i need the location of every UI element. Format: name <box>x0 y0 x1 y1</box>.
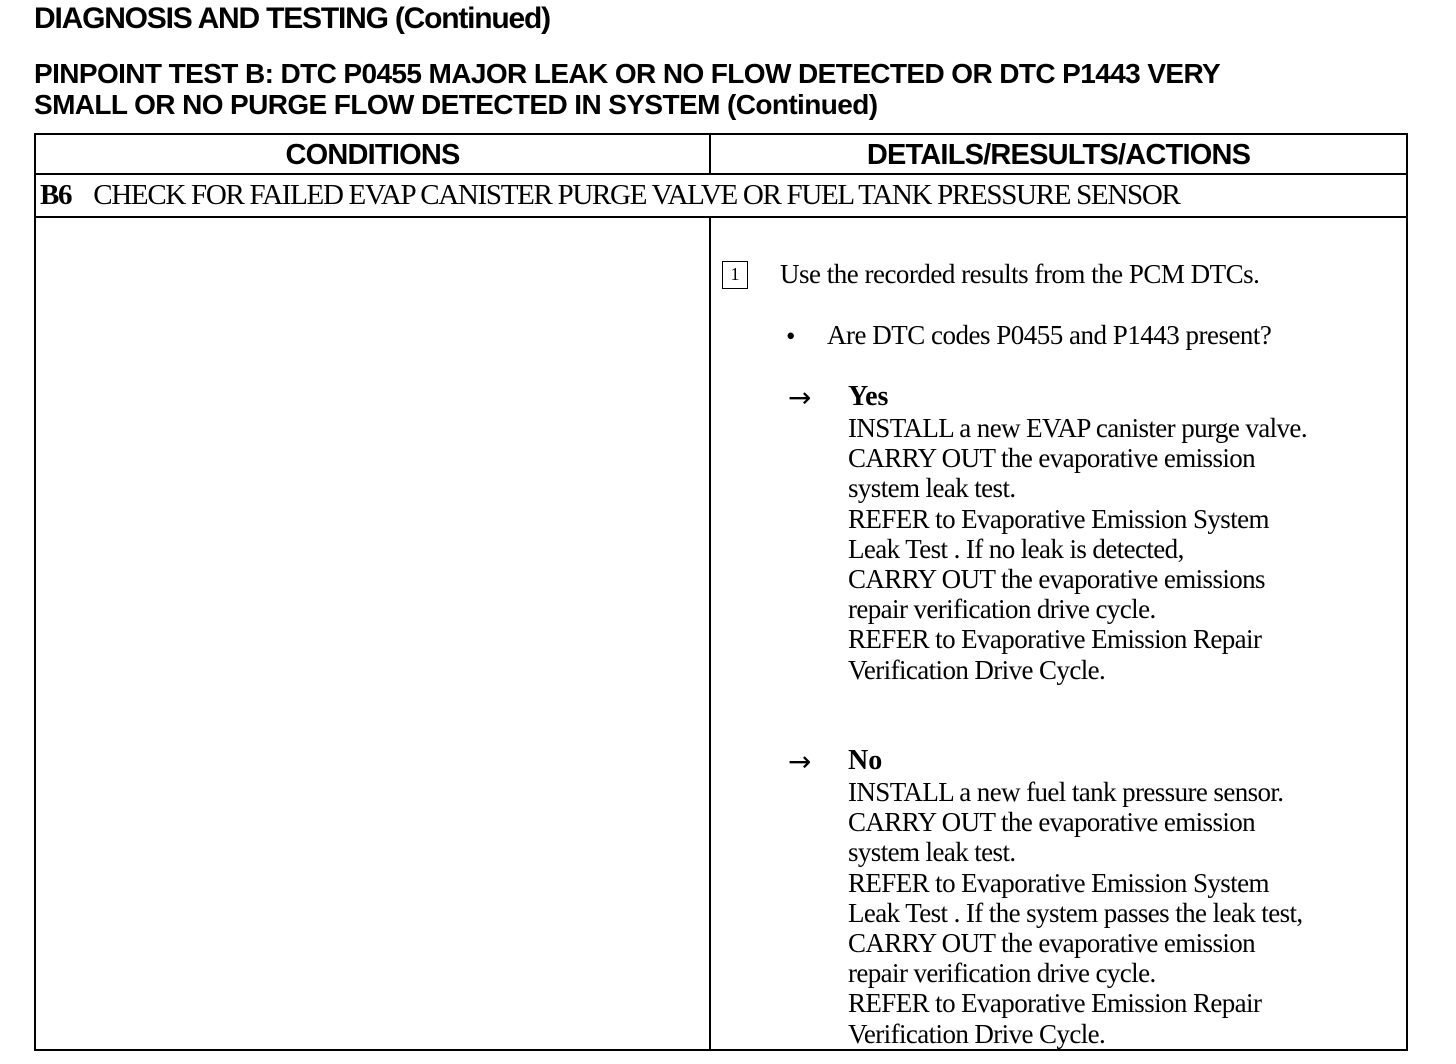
yes-line: REFER to Evaporative Emission Repair <box>848 624 1262 655</box>
yes-line: CARRY OUT the evaporative emission <box>848 443 1256 474</box>
no-line: CARRY OUT the evaporative emission <box>848 807 1256 838</box>
test-title-line-2: SMALL OR NO PURGE FLOW DETECTED IN SYSTEM (Continued) <box>34 89 878 120</box>
step-id: B6 <box>40 179 72 211</box>
yes-line: CARRY OUT the evaporative emissions <box>848 564 1265 595</box>
bullet-icon: • <box>786 321 795 351</box>
no-line: CARRY OUT the evaporative emission <box>848 928 1256 959</box>
no-line: REFER to Evaporative Emission System <box>848 867 1269 898</box>
no-line: repair verification drive cycle. <box>848 958 1156 989</box>
step-divider <box>36 216 1406 218</box>
yes-actions <box>848 413 1307 685</box>
arrow-right-icon: → <box>788 381 812 414</box>
yes-line: REFER to Evaporative Emission System <box>848 503 1269 534</box>
yes-line: repair verification drive cycle. <box>848 594 1156 625</box>
test-title-line-1: PINPOINT TEST B: DTC P0455 MAJOR LEAK OR NO FLOW DETECTED OR DTC P1443 VERY <box>34 58 1221 89</box>
step-title: CHECK FOR FAILED EVAP CANISTER PURGE VALVE OR FUEL TANK PRESSURE SENSOR <box>93 179 1180 211</box>
conditions-column-header: CONDITIONS <box>285 139 460 171</box>
no-line: INSTALL a new fuel tank pressure sensor. <box>848 777 1284 807</box>
details-column-header: DETAILS/RESULTS/ACTIONS <box>866 139 1251 171</box>
no-line: REFER to Evaporative Emission Repair <box>848 988 1262 1019</box>
yes-line: Verification Drive Cycle. <box>848 654 1106 685</box>
no-line: system leak test. <box>848 837 1016 868</box>
no-line: Leak Test . If the system passes the leak test, <box>848 897 1303 928</box>
no-label: No <box>848 745 883 776</box>
no-actions <box>848 777 1303 1049</box>
question-text: Are DTC codes P0455 and P1443 present? <box>827 320 1272 350</box>
body-column-divider <box>709 216 711 1049</box>
section-title: DIAGNOSIS AND TESTING (Continued) <box>34 2 550 35</box>
no-line: Verification Drive Cycle. <box>848 1018 1106 1049</box>
pinpoint-test-title <box>34 58 1424 120</box>
yes-line: INSTALL a new EVAP canister purge valve. <box>848 413 1307 443</box>
header-column-divider <box>709 135 711 173</box>
yes-label: Yes <box>848 381 889 412</box>
step-row <box>40 179 1180 212</box>
pinpoint-test-table <box>34 133 1408 1051</box>
header-divider <box>36 173 1406 175</box>
yes-line: Leak Test . If no leak is detected, <box>848 533 1184 564</box>
yes-line: system leak test. <box>848 473 1016 504</box>
step-number-box: 1 <box>722 261 748 289</box>
arrow-right-icon: → <box>788 745 812 778</box>
instruction-text: Use the recorded results from the PCM DTCs. <box>780 259 1260 289</box>
